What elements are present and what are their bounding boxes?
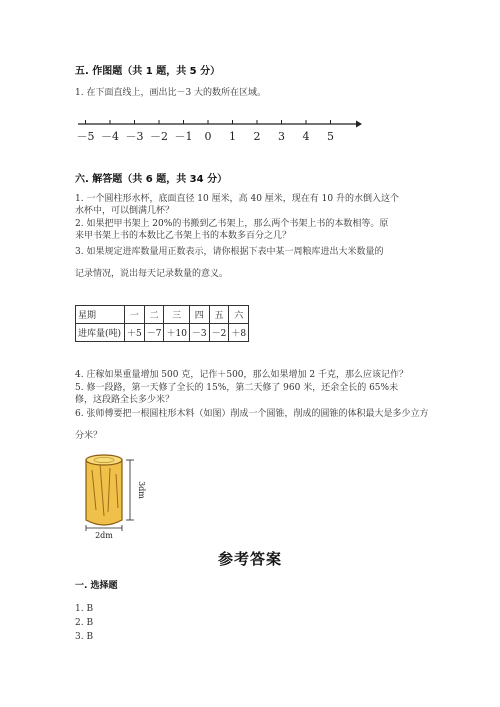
storage-record-table	[75, 305, 249, 342]
width-label: 2dm	[95, 531, 113, 540]
number-line-arrow	[356, 121, 362, 128]
cylinder-log-figure	[78, 450, 148, 544]
table-cell: －3	[189, 324, 209, 342]
number-line-tick-label: －2	[150, 130, 168, 143]
number-line-tick-label: 2	[253, 130, 261, 143]
number-line-labels	[77, 130, 335, 143]
answers-subheading: 一. 选择题	[75, 581, 118, 591]
question-6-line-1: 6. 张师傅要把一根圆柱形木料（如图）削成一个圆锥，削成的圆锥的体积最大是多少立方	[75, 409, 429, 419]
table-cell: 四	[189, 306, 209, 324]
question-2-line-1: 2. 如果把甲书架上 20%的书搬到乙书架上，那么两个书架上书的本数相等。原	[75, 219, 389, 229]
question-6-line-2: 分米？	[75, 431, 103, 441]
table-cell: 二	[144, 306, 164, 324]
table-cell: －2	[209, 324, 229, 342]
number-line-tick-label: －4	[101, 130, 119, 143]
table-cell: 进库量(吨)	[76, 324, 125, 342]
number-line-tick-label: －1	[174, 130, 193, 143]
cylinder-log-illustration	[78, 450, 148, 540]
table-cell: 六	[229, 306, 249, 324]
table-cell: ＋8	[229, 324, 249, 342]
section5-question-1: 1. 在下面直线上，画出比－3 大的数所在区域。	[75, 88, 267, 98]
question-5-line-1: 5. 修一段路，第一天修了全长的 15%，第二天修了 960 米，还余全长的 65%未	[75, 383, 399, 393]
table-cell: －7	[144, 324, 164, 342]
answer-item-1: 1. B	[75, 604, 94, 614]
number-line-tick-label: －3	[125, 130, 144, 143]
number-line-tick-label: 3	[278, 130, 285, 143]
number-line-tick-label: 1	[229, 130, 236, 143]
table-row	[76, 324, 249, 342]
log-top-face	[86, 455, 122, 465]
height-label: 3dm	[137, 481, 146, 499]
storage-table	[75, 305, 249, 342]
table-cell: 三	[164, 306, 189, 324]
number-line	[70, 112, 370, 152]
table-cell: ＋10	[164, 324, 189, 342]
number-line-tick-label: 4	[302, 130, 310, 143]
question-1-line-1: 1. 一个圆柱形水杯，底面直径 10 厘米，高 40 厘米，现在有 10 升的水倒入这个	[75, 194, 399, 204]
question-3-line-2: 记录情况，说出每天记录数量的意义。	[75, 269, 229, 279]
question-5-line-2: 修，这段路全长多少米？	[75, 395, 175, 405]
answers-title: 参考答案	[217, 550, 282, 568]
question-2-line-2: 来甲书架上书的本数比乙书架上书的本数多百分之几？	[75, 231, 292, 241]
table-cell: 一	[125, 306, 145, 324]
section5-heading: 五. 作图题（共 1 题，共 5 分）	[75, 66, 221, 77]
question-3-line-1: 3. 如果规定进库数量用正数表示，请你根据下表中某一周粮库进出大米数量的	[75, 247, 384, 257]
table-cell: ＋5	[125, 324, 145, 342]
question-1-line-2: 水杯中，可以倒满几杯？	[75, 206, 175, 216]
answer-item-3: 3. B	[75, 632, 94, 642]
section6-heading: 六. 解答题（共 6 题，共 34 分）	[75, 174, 228, 185]
question-4: 4. 庄稼如果重量增加 500 克，记作＋500，那么如果增加 2 千克，那么应该记作？	[75, 370, 408, 380]
table-cell: 星期	[76, 306, 125, 324]
number-line-tick-label: 0	[204, 130, 212, 143]
table-row	[76, 306, 249, 324]
answer-item-2: 2. B	[75, 618, 94, 628]
number-line-tick-label: －5	[76, 130, 95, 143]
table-cell: 五	[209, 306, 229, 324]
number-line-tick-label: 5	[327, 130, 334, 143]
number-line-graphic	[70, 112, 370, 148]
